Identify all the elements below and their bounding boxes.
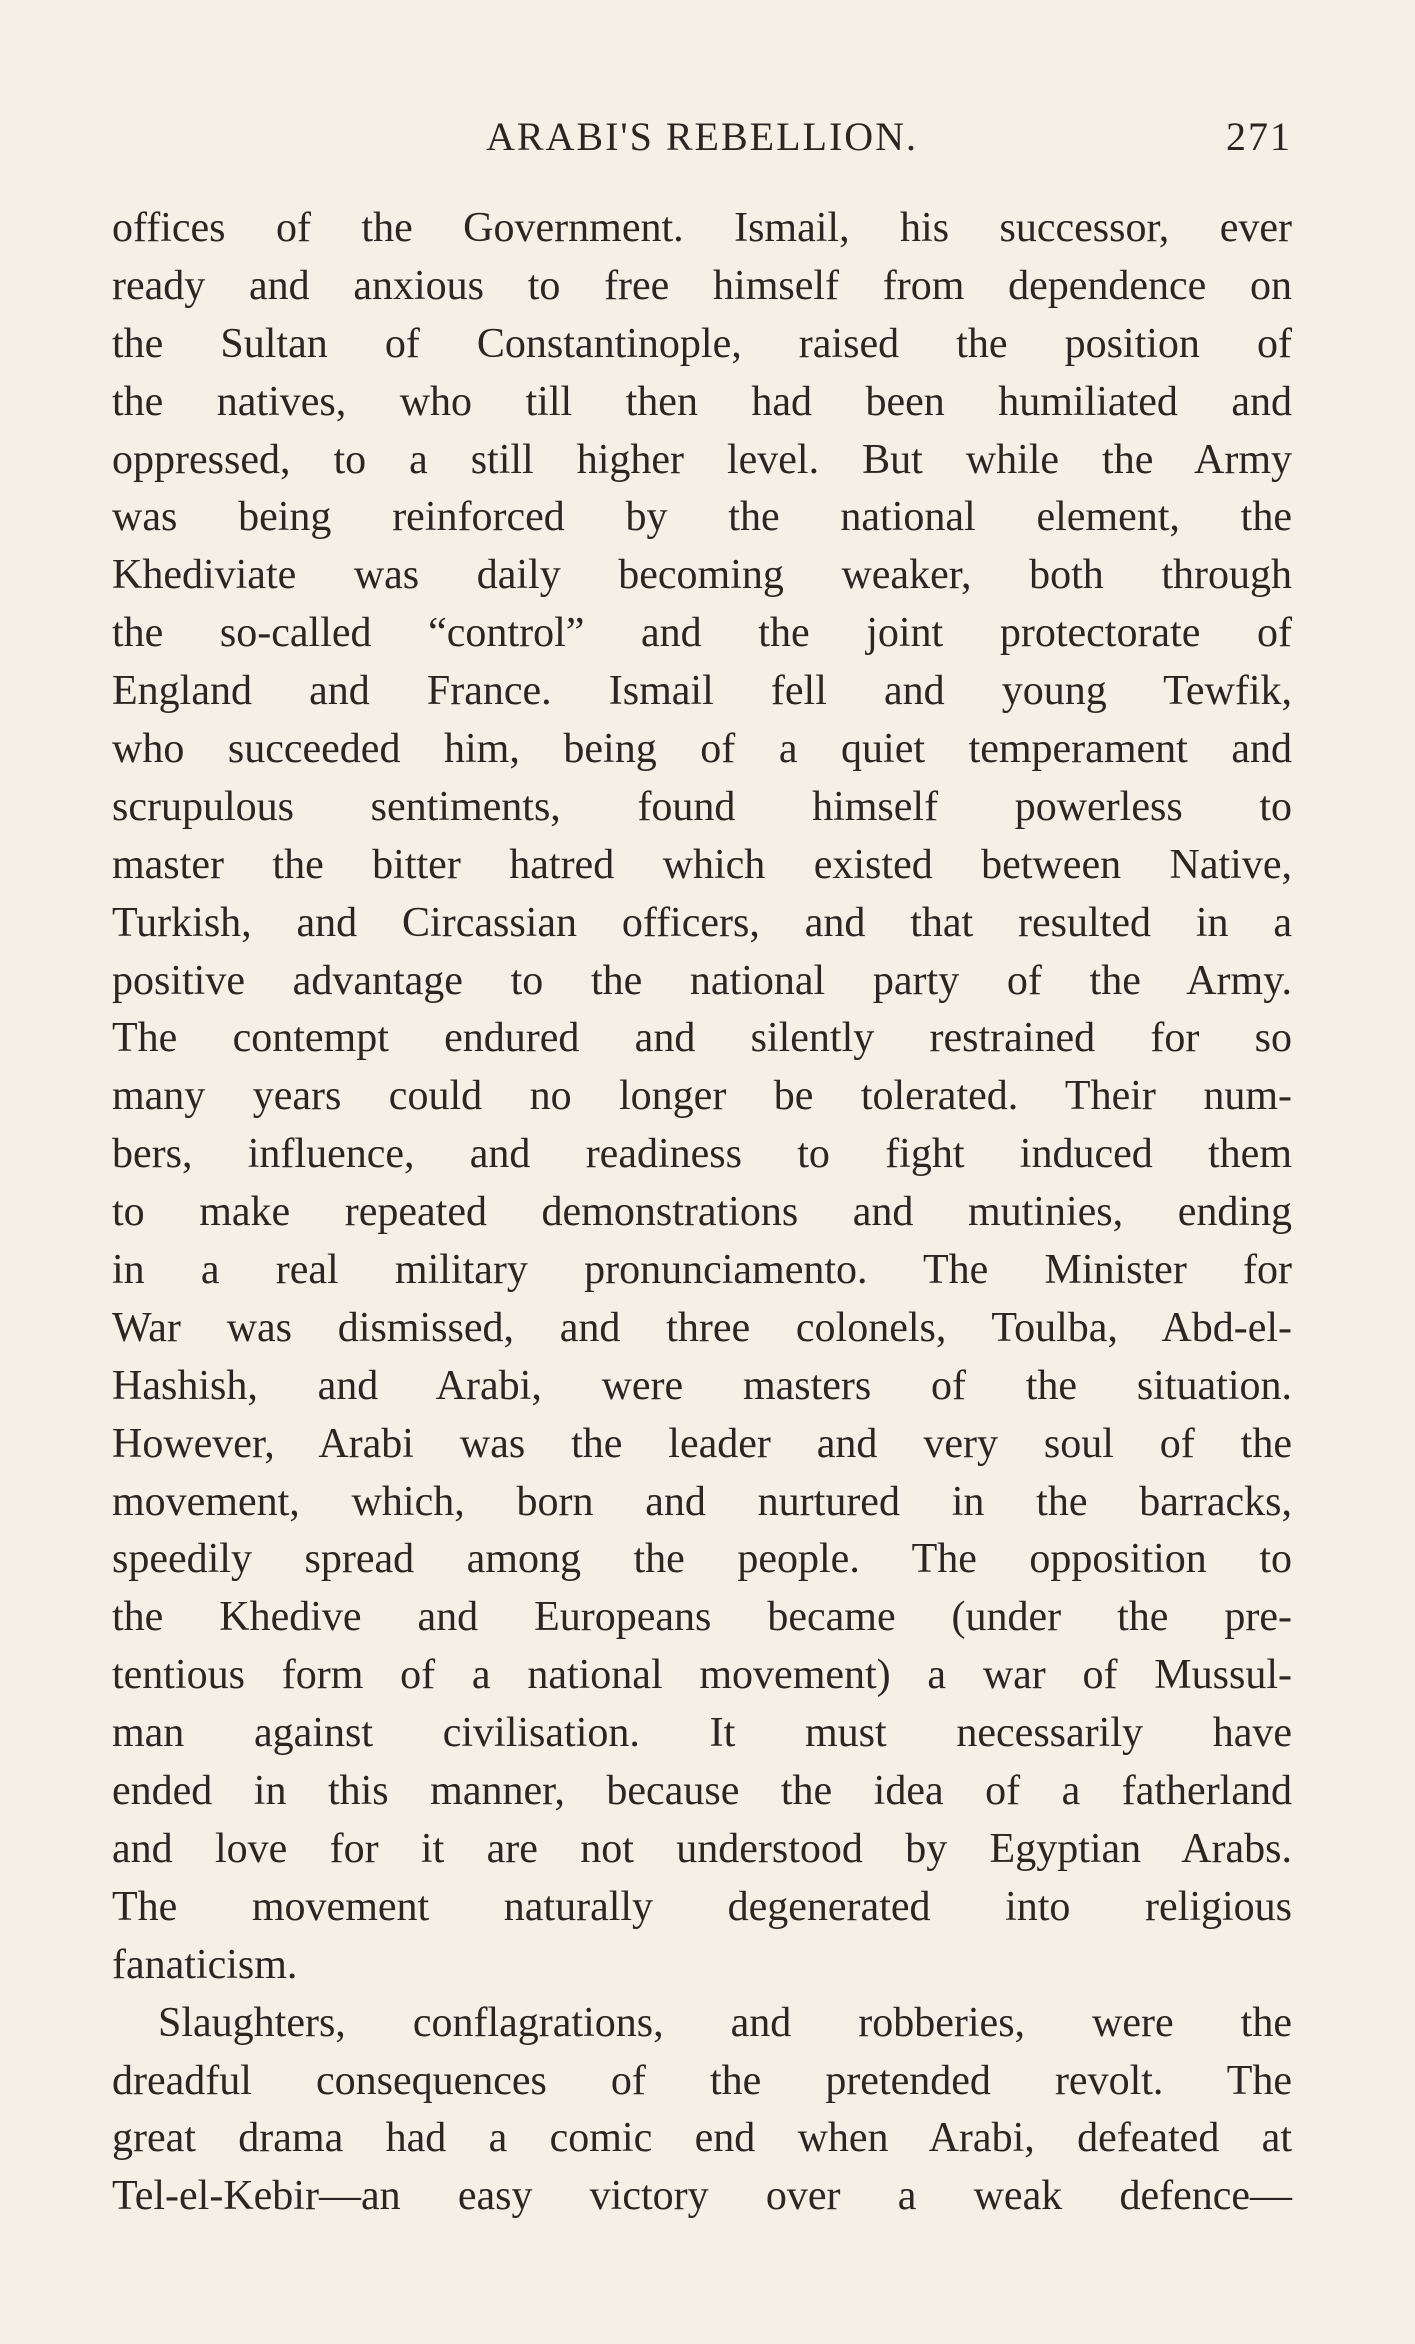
text-line: The contempt endured and silently restrained for so [112, 1015, 1292, 1062]
text-line: master the bitter hatred which existed between Native, [112, 841, 1292, 888]
text-line: The movement naturally degenerated into religious [112, 1883, 1292, 1930]
text-line: offices of the Government. Ismail, his successor, ever [112, 205, 1292, 251]
text-line: oppressed, to a still higher level. But while the Army [112, 436, 1292, 483]
text-line: who succeeded him, being of a quiet temperament and [112, 726, 1292, 773]
text-line: was being reinforced by the national element, the [112, 494, 1292, 541]
text-line: positive advantage to the national party of the Army. [112, 957, 1292, 1004]
text-line: the natives, who till then had been humiliated and [112, 378, 1292, 425]
text-line: man against civilisation. It must necessarily have [112, 1710, 1292, 1757]
paragraph-first-line: Slaughters, conflagrations, and robberies, were the [158, 1999, 1292, 2046]
text-line: scrupulous sentiments, found himself powerless to [112, 783, 1292, 830]
text-line: the Sultan of Constantinople, raised the position of [112, 320, 1292, 367]
running-title: ARABI'S REBELLION. [485, 114, 919, 159]
text-line: speedily spread among the people. The opposition to [112, 1536, 1292, 1583]
paragraph-end-line: fanaticism. [112, 1941, 298, 1988]
text-line: dreadful consequences of the pretended revolt. The [112, 2057, 1292, 2104]
page-number: 271 [1226, 114, 1292, 159]
text-line: bers, influence, and readiness to fight induced them [112, 1131, 1292, 1178]
text-line: the so-called “control” and the joint protectorate of [112, 610, 1292, 657]
text-line: Hashish, and Arabi, were masters of the situation. [112, 1362, 1292, 1409]
text-line: in a real military pronunciamento. The Minister for [112, 1247, 1292, 1294]
text-line: However, Arabi was the leader and very soul of the [112, 1420, 1292, 1467]
text-line: movement, which, born and nurtured in the barracks, [112, 1478, 1292, 1525]
text-line: Khediviate was daily becoming weaker, both through [112, 552, 1292, 599]
body-text [112, 200, 1292, 2226]
text-line: Tel-el-Kebir—an easy victory over a weak defence— [112, 2173, 1292, 2220]
text-line: Turkish, and Circassian officers, and that resulted in a [112, 899, 1292, 946]
text-line: England and France. Ismail fell and young Tewfik, [112, 668, 1292, 715]
text-line: great drama had a comic end when Arabi, defeated at [112, 2115, 1292, 2162]
text-line: the Khedive and Europeans became (under the pre- [112, 1594, 1292, 1641]
running-head [112, 113, 1292, 163]
text-line: to make repeated demonstrations and mutinies, ending [112, 1189, 1292, 1236]
text-line: tentious form of a national movement) a war of Mussul- [112, 1652, 1292, 1699]
text-line: ready and anxious to free himself from dependence on [112, 262, 1292, 309]
text-line: many years could no longer be tolerated. Their num- [112, 1073, 1292, 1120]
text-line: and love for it are not understood by Egyptian Arabs. [112, 1825, 1292, 1872]
text-line: War was dismissed, and three colonels, Toulba, Abd-el- [112, 1304, 1292, 1351]
text-line: ended in this manner, because the idea of a fatherland [112, 1768, 1292, 1815]
